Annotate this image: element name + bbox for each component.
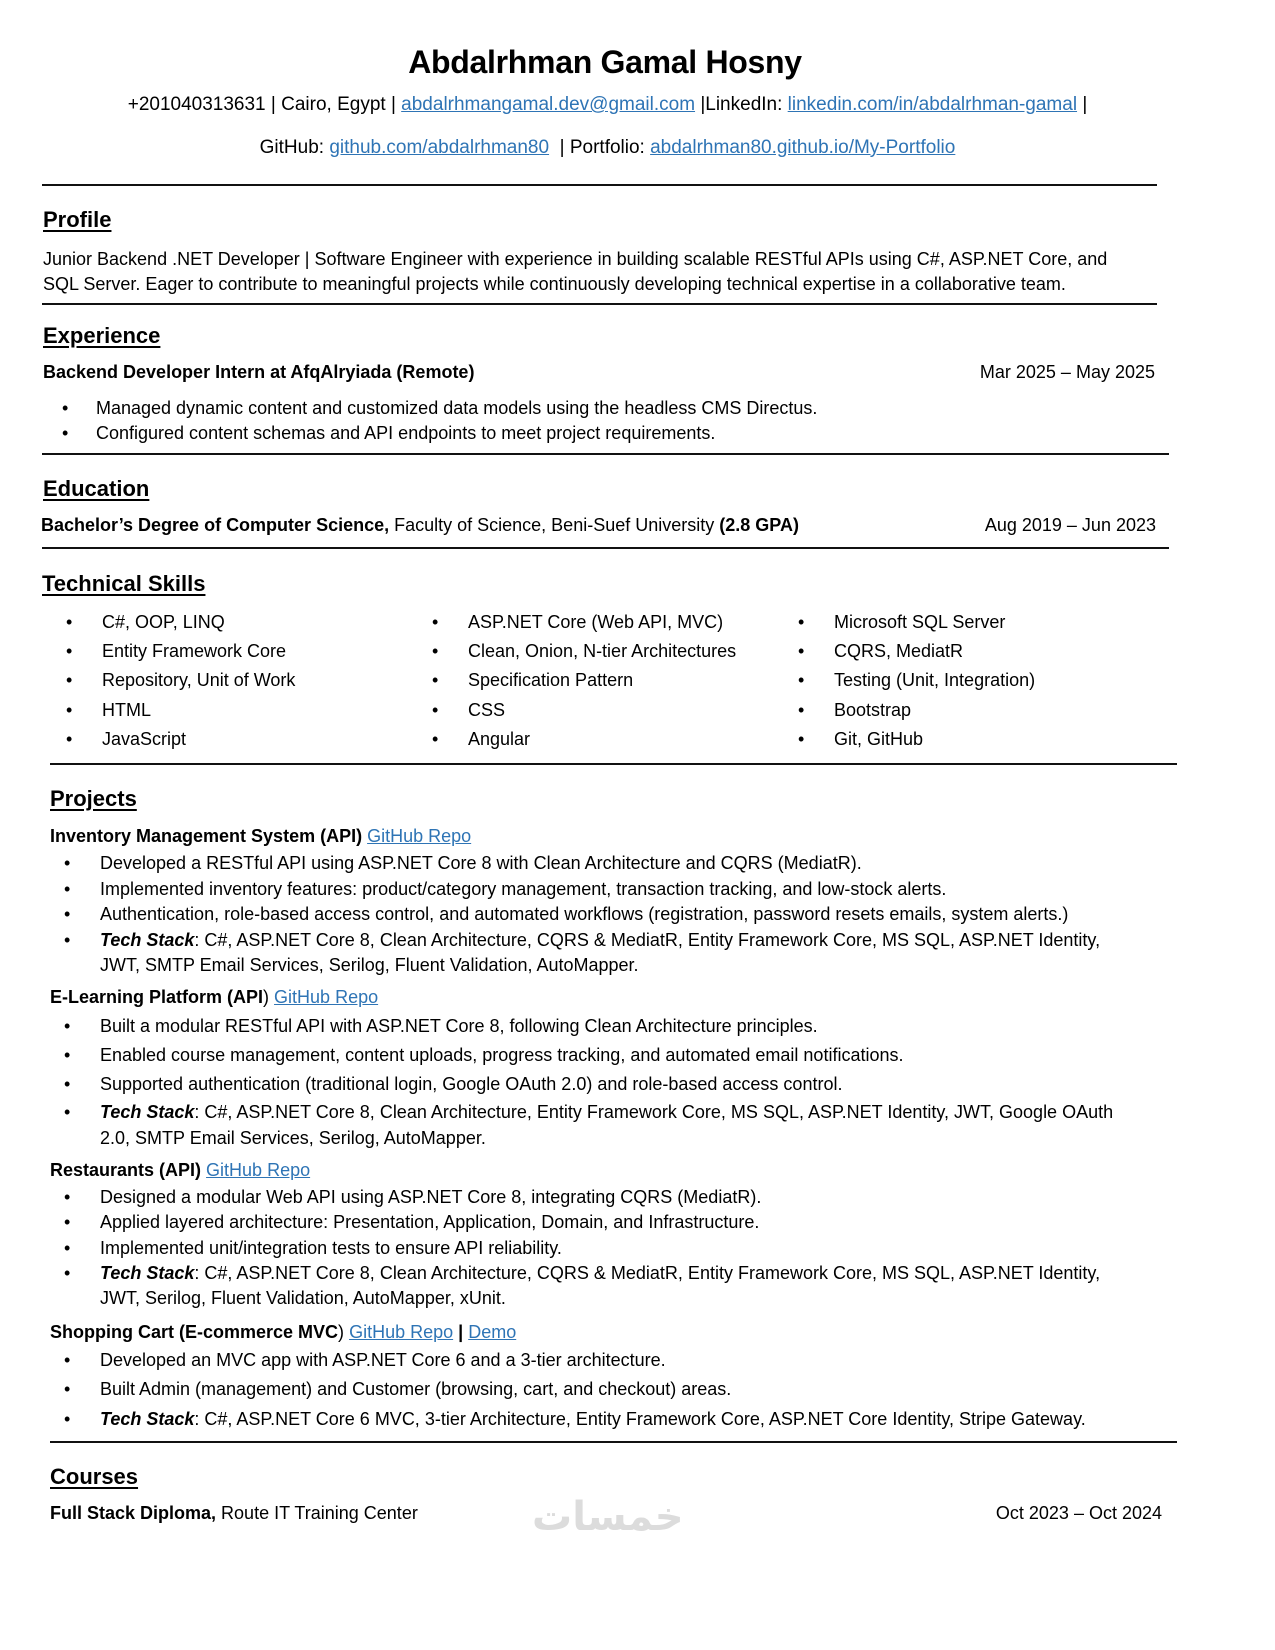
- divider: [42, 547, 1169, 549]
- watermark-logo: خمسات: [532, 1495, 684, 1539]
- list-item: • Tech Stack: C#, ASP.NET Core 6 MVC, 3-tier Architecture, Entity Framework Core, ASP.NET Core Identity, Stripe Gateway.: [64, 1408, 1086, 1429]
- experience-bullets: [62, 396, 818, 446]
- separator: |: [559, 137, 565, 158]
- project-bullets: [64, 1185, 1200, 1311]
- location: Cairo, Egypt: [281, 94, 386, 115]
- project-title: [50, 826, 471, 847]
- project-title: [50, 1160, 310, 1181]
- divider: [50, 1441, 1177, 1443]
- tech-stack-label: Tech Stack: [100, 1262, 195, 1283]
- divider: [42, 303, 1157, 305]
- skill-item: • ASP.NET Core (Web API, MVC): [432, 612, 724, 632]
- project-title: E-Learning Platform (API) GitHub Repo: [50, 987, 379, 1007]
- profile-line: SQL Server. Eager to contribute to meaningful projects while continuously developing technical expertise in a collaborative team.: [43, 274, 1066, 294]
- email-link[interactable]: abdalrhmangamal.dev@gmail.com: [401, 94, 696, 115]
- list-item: • Built a modular RESTful API with ASP.NET Core 8, following Clean Architecture principles.: [64, 1016, 818, 1036]
- list-item: • Tech Stack: C#, ASP.NET Core 8, Clean Architecture, CQRS & MediatR, Entity Framework Core, MS SQL, ASP.NET Identity, JWT, Serilog, Fluent Validation, AutoMapper, xUnit.: [64, 1262, 1101, 1309]
- github-label: GitHub:: [259, 137, 325, 158]
- skill-item: • HTML: [66, 699, 151, 720]
- divider: [50, 763, 1177, 765]
- list-item: • Supported authentication (traditional login, Google OAuth 2.0) and role-based access control.: [64, 1074, 843, 1094]
- course-name: Full Stack Diploma,: [50, 1503, 217, 1523]
- skill-item: • Git, GitHub: [798, 728, 924, 749]
- skill-item: • CQRS, MediatR: [798, 641, 964, 662]
- skill-item: • Specification Pattern: [432, 670, 634, 691]
- skill-item: • C#, OOP, LINQ: [66, 612, 225, 632]
- separator: |: [390, 94, 396, 115]
- divider: [42, 453, 1169, 455]
- list-item: • Tech Stack: C#, ASP.NET Core 8, Clean Architecture, CQRS & MediatR, Entity Framework Core, MS SQL, ASP.NET Identity, JWT, SMTP Email Services, Serilog, Fluent Validation, AutoMapper.: [64, 929, 1101, 975]
- skill-item: • Bootstrap: [798, 699, 912, 720]
- skills-column-2: [432, 608, 737, 754]
- degree: Bachelor’s Degree of Computer Science,: [41, 515, 390, 535]
- list-item: • Implemented unit/integration tests to ensure API reliability.: [64, 1237, 562, 1258]
- section-title-education: Education: [43, 476, 150, 501]
- github-repo-link[interactable]: GitHub Repo: [206, 1160, 311, 1180]
- candidate-name: Abdalrhman Gamal Hosny: [408, 44, 802, 80]
- tech-stack-label: Tech Stack: [100, 1102, 195, 1122]
- github-repo-link[interactable]: GitHub Repo: [349, 1322, 454, 1342]
- skill-item: • Clean, Onion, N-tier Architectures: [432, 641, 737, 662]
- github-repo-link[interactable]: GitHub Repo: [274, 987, 379, 1007]
- separator: |: [270, 94, 276, 115]
- portfolio-link[interactable]: abdalrhman80.github.io/My-Portfolio: [650, 137, 956, 158]
- tech-stack-label: Tech Stack: [100, 1408, 195, 1429]
- skills-column-3: [798, 608, 1036, 754]
- job-dates: Mar 2025 – May 2025: [979, 362, 1155, 382]
- linkedin-label: LinkedIn:: [705, 94, 783, 115]
- project-bullets: [64, 851, 1200, 979]
- project-bullets: [64, 1012, 1200, 1151]
- divider: [42, 184, 1157, 186]
- list-item: • Developed an MVC app with ASP.NET Core 6 and a 3-tier architecture.: [64, 1350, 666, 1370]
- list-item: • Developed a RESTful API using ASP.NET Core 8 with Clean Architecture and CQRS (MediatR).: [64, 853, 862, 873]
- list-item: • Designed a modular Web API using ASP.NET Core 8, integrating CQRS (MediatR).: [64, 1187, 762, 1207]
- education-dates: Aug 2019 – Jun 2023: [984, 515, 1156, 535]
- separator: |: [1082, 94, 1088, 115]
- github-link[interactable]: github.com/abdalrhman80: [329, 137, 550, 158]
- list-item: • Built Admin (management) and Customer (browsing, cart, and checkout) areas.: [64, 1379, 732, 1400]
- separator: |: [458, 1322, 464, 1342]
- list-item: • Tech Stack: C#, ASP.NET Core 8, Clean Architecture, Entity Framework Core, MS SQL, ASP.NET Identity, JWT, Google OAuth 2.0, SMTP Email Services, Serilog, AutoMapper.: [64, 1102, 1114, 1148]
- separator: |: [700, 94, 706, 115]
- skill-item: • Angular: [432, 728, 531, 749]
- skill-item: • Entity Framework Core: [66, 641, 287, 662]
- skills-column-1: [66, 608, 296, 754]
- project-title: Shopping Cart (E-commerce MVC) GitHub Repo | Demo: [50, 1322, 517, 1342]
- portfolio-label: Portfolio:: [569, 137, 645, 158]
- github-repo-link[interactable]: GitHub Repo: [367, 826, 472, 846]
- gpa: (2.8 GPA): [719, 515, 799, 535]
- skill-item: • Testing (Unit, Integration): [798, 670, 1036, 691]
- contact-line-1: [0, 94, 1215, 116]
- section-title-profile: Profile: [43, 207, 112, 232]
- list-item: • Enabled course management, content uploads, progress tracking, and automated email notifications.: [64, 1045, 904, 1065]
- contact-line-2: [0, 137, 1215, 159]
- project-name: Restaurants (API): [50, 1160, 202, 1180]
- profile-line: Junior Backend .NET Developer | Software Engineer with experience in building scalable RESTful APIs using C#, ASP.NET Core, and: [43, 249, 1108, 269]
- project-name: Inventory Management System (API): [50, 826, 363, 846]
- course-provider: Route IT Training Center: [216, 1503, 418, 1523]
- section-title-experience: Experience: [43, 323, 161, 348]
- project-name: Shopping Cart (E-commerce MVC: [50, 1322, 339, 1342]
- linkedin-link[interactable]: linkedin.com/in/abdalrhman-gamal: [787, 94, 1078, 115]
- skill-item: • Repository, Unit of Work: [66, 670, 296, 691]
- section-title-projects: Projects: [50, 786, 137, 811]
- education-entry: [41, 515, 799, 536]
- skill-item: • JavaScript: [66, 728, 187, 749]
- skill-item: • CSS: [432, 699, 506, 720]
- list-item: • Configured content schemas and API endpoints to meet project requirements.: [62, 423, 716, 443]
- profile-summary: [43, 247, 1173, 297]
- demo-link[interactable]: Demo: [468, 1322, 517, 1342]
- list-item: • Applied layered architecture: Presentation, Application, Domain, and Infrastructure.: [64, 1212, 760, 1233]
- tech-stack-label: Tech Stack: [100, 929, 195, 950]
- project-bullets: [64, 1346, 1200, 1434]
- section-title-technical-skills: Technical Skills: [42, 571, 206, 596]
- list-item: • Authentication, role-based access control, and automated workflows (registration, password resets emails, system alerts.): [64, 904, 1069, 924]
- section-title-courses: Courses: [50, 1464, 139, 1489]
- school: Faculty of Science, Beni-Suef University: [389, 515, 720, 535]
- job-title: Backend Developer Intern at AfqAlryiada (Remote): [43, 362, 475, 382]
- phone: +201040313631: [127, 94, 266, 115]
- list-item: • Implemented inventory features: product/category management, transaction tracking, and low-stock alerts.: [64, 878, 947, 899]
- course-dates: Oct 2023 – Oct 2024: [995, 1503, 1162, 1523]
- list-item: • Managed dynamic content and customized data models using the headless CMS Directus.: [62, 398, 818, 418]
- skill-item: • Microsoft SQL Server: [798, 612, 1006, 632]
- project-name: E-Learning Platform (API: [50, 987, 264, 1007]
- course-entry: [50, 1503, 418, 1524]
